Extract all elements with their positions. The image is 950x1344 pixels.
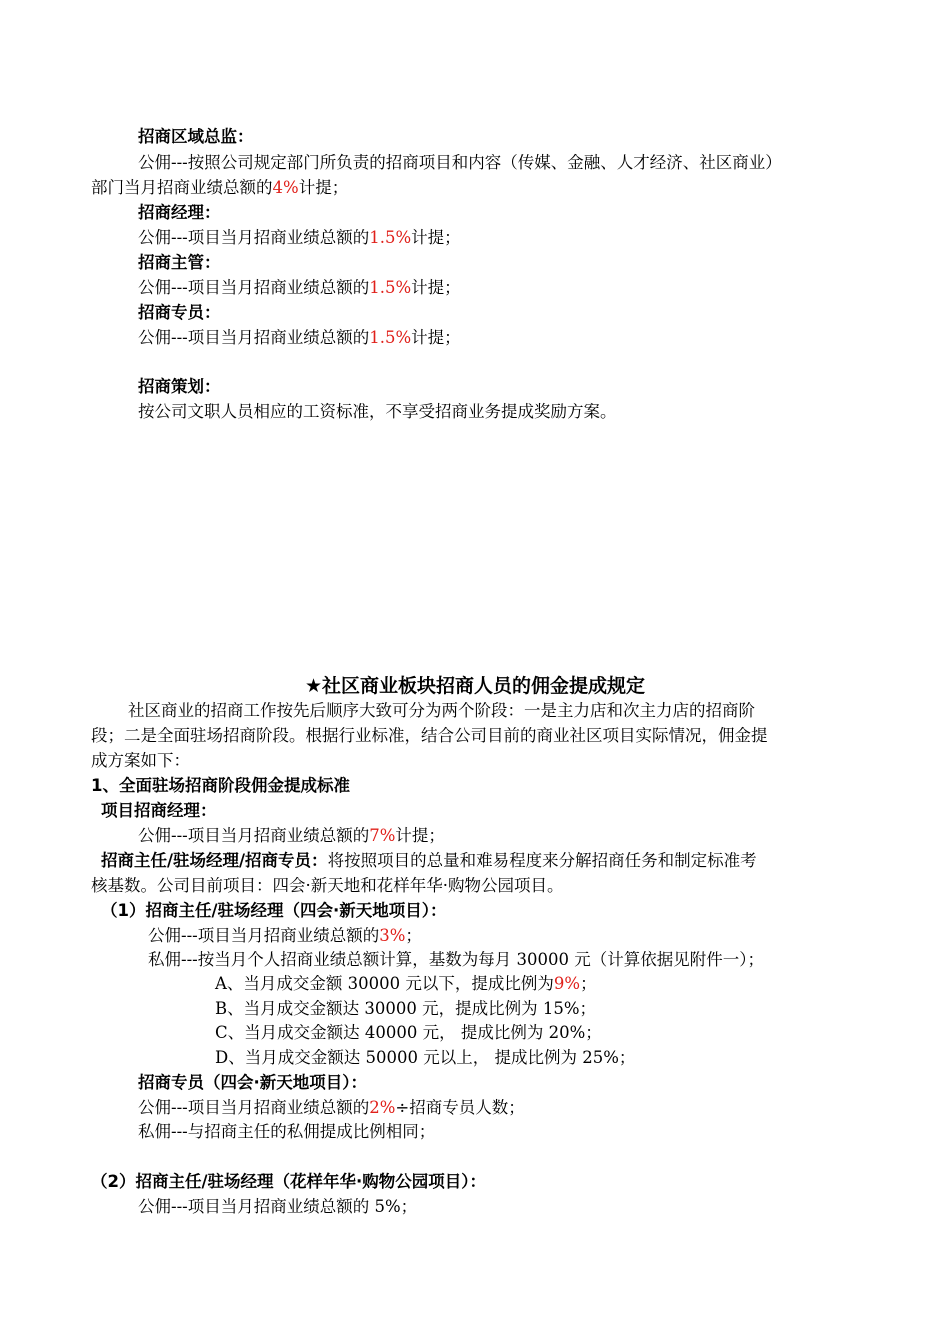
specialist-heading: 招商专员： [138,303,221,322]
project-manager-line: 公佣---项目当月招商业绩总额的7%计提； [138,826,445,845]
director-line: 招商主任/驻场经理/招商专员：将按照项目的总量和难易程度来分解招商任务和制定标准考 [101,851,757,870]
tier-c: C、当月成交金额达 40000 元， 提成比例为 20%； [215,1023,602,1042]
director-heading: 招商主任/驻场经理/招商专员： [101,851,328,870]
intro-line-1: 社区商业的招商工作按先后顺序大致可分为两个阶段：一是主力店和次主力店的招商阶 [128,701,755,720]
supervisor-heading: 招商主管： [138,253,221,272]
project-manager-rate: 7% [369,826,396,845]
regional-director-rate: 4% [272,178,299,197]
project-manager-heading: 项目招商经理： [101,801,217,820]
sub1-public-rate: 3% [379,926,406,945]
sub1-specialist-heading: 招商专员（四会·新天地项目）： [138,1073,368,1092]
regional-director-line1: 公佣---按照公司规定部门所负责的招商项目和内容（传媒、金融、人才经济、社区商业） [138,153,782,172]
manager-heading: 招商经理： [138,203,221,222]
supervisor-rate: 1.5% [369,278,412,297]
sub1-private: 私佣---按当月个人招商业绩总额计算，基数为每月 30000 元（计算依据见附件一）； [148,950,764,969]
sub1-heading: （1）招商主任/驻场经理（四会·新天地项目）： [101,901,447,920]
specialist-line: 公佣---项目当月招商业绩总额的1.5%计提； [138,328,461,347]
sub1-public: 公佣---项目当月招商业绩总额的3%； [148,926,422,945]
sub1-specialist-private: 私佣---与招商主任的私佣提成比例相同； [138,1122,436,1141]
planner-heading: 招商策划： [138,377,221,396]
supervisor-line: 公佣---项目当月招商业绩总额的1.5%计提； [138,278,461,297]
section-title: ★社区商业板块招商人员的佣金提成规定 [304,675,646,697]
regional-director-heading: 招商区域总监： [138,127,254,146]
sub1-specialist-rate: 2% [369,1098,396,1117]
tier-b: B、当月成交金额达 30000 元，提成比例为 15%； [215,999,597,1018]
stage1-heading: 1、全面驻场招商阶段佣金提成标准 [91,776,350,795]
manager-line: 公佣---项目当月招商业绩总额的1.5%计提； [138,228,461,247]
sub2-public: 公佣---项目当月招商业绩总额的 5%； [138,1197,418,1216]
tier-a-rate: 9% [553,974,581,993]
intro-line-3: 成方案如下： [91,751,190,770]
tier-a: A、当月成交金额 30000 元以下，提成比例为9%； [215,974,597,993]
director-line-2: 核基数。公司目前项目：四会·新天地和花样年华·购物公园项目。 [91,876,564,895]
planner-text: 按公司文职人员相应的工资标准，不享受招商业务提成奖励方案。 [138,402,617,421]
manager-rate: 1.5% [369,228,412,247]
specialist-rate: 1.5% [369,328,412,347]
intro-line-2: 段；二是全面驻场招商阶段。根据行业标准，结合公司目前的商业社区项目实际情况，佣金提 [91,726,768,745]
regional-director-line2: 部门当月招商业绩总额的4%计提； [91,178,349,197]
sub2-heading: （2）招商主任/驻场经理（花样年华·购物公园项目）： [91,1172,487,1191]
tier-d: D、当月成交金额达 50000 元以上， 提成比例为 25%； [215,1048,636,1067]
sub1-specialist-public: 公佣---项目当月招商业绩总额的2%÷招商专员人数； [138,1098,525,1117]
